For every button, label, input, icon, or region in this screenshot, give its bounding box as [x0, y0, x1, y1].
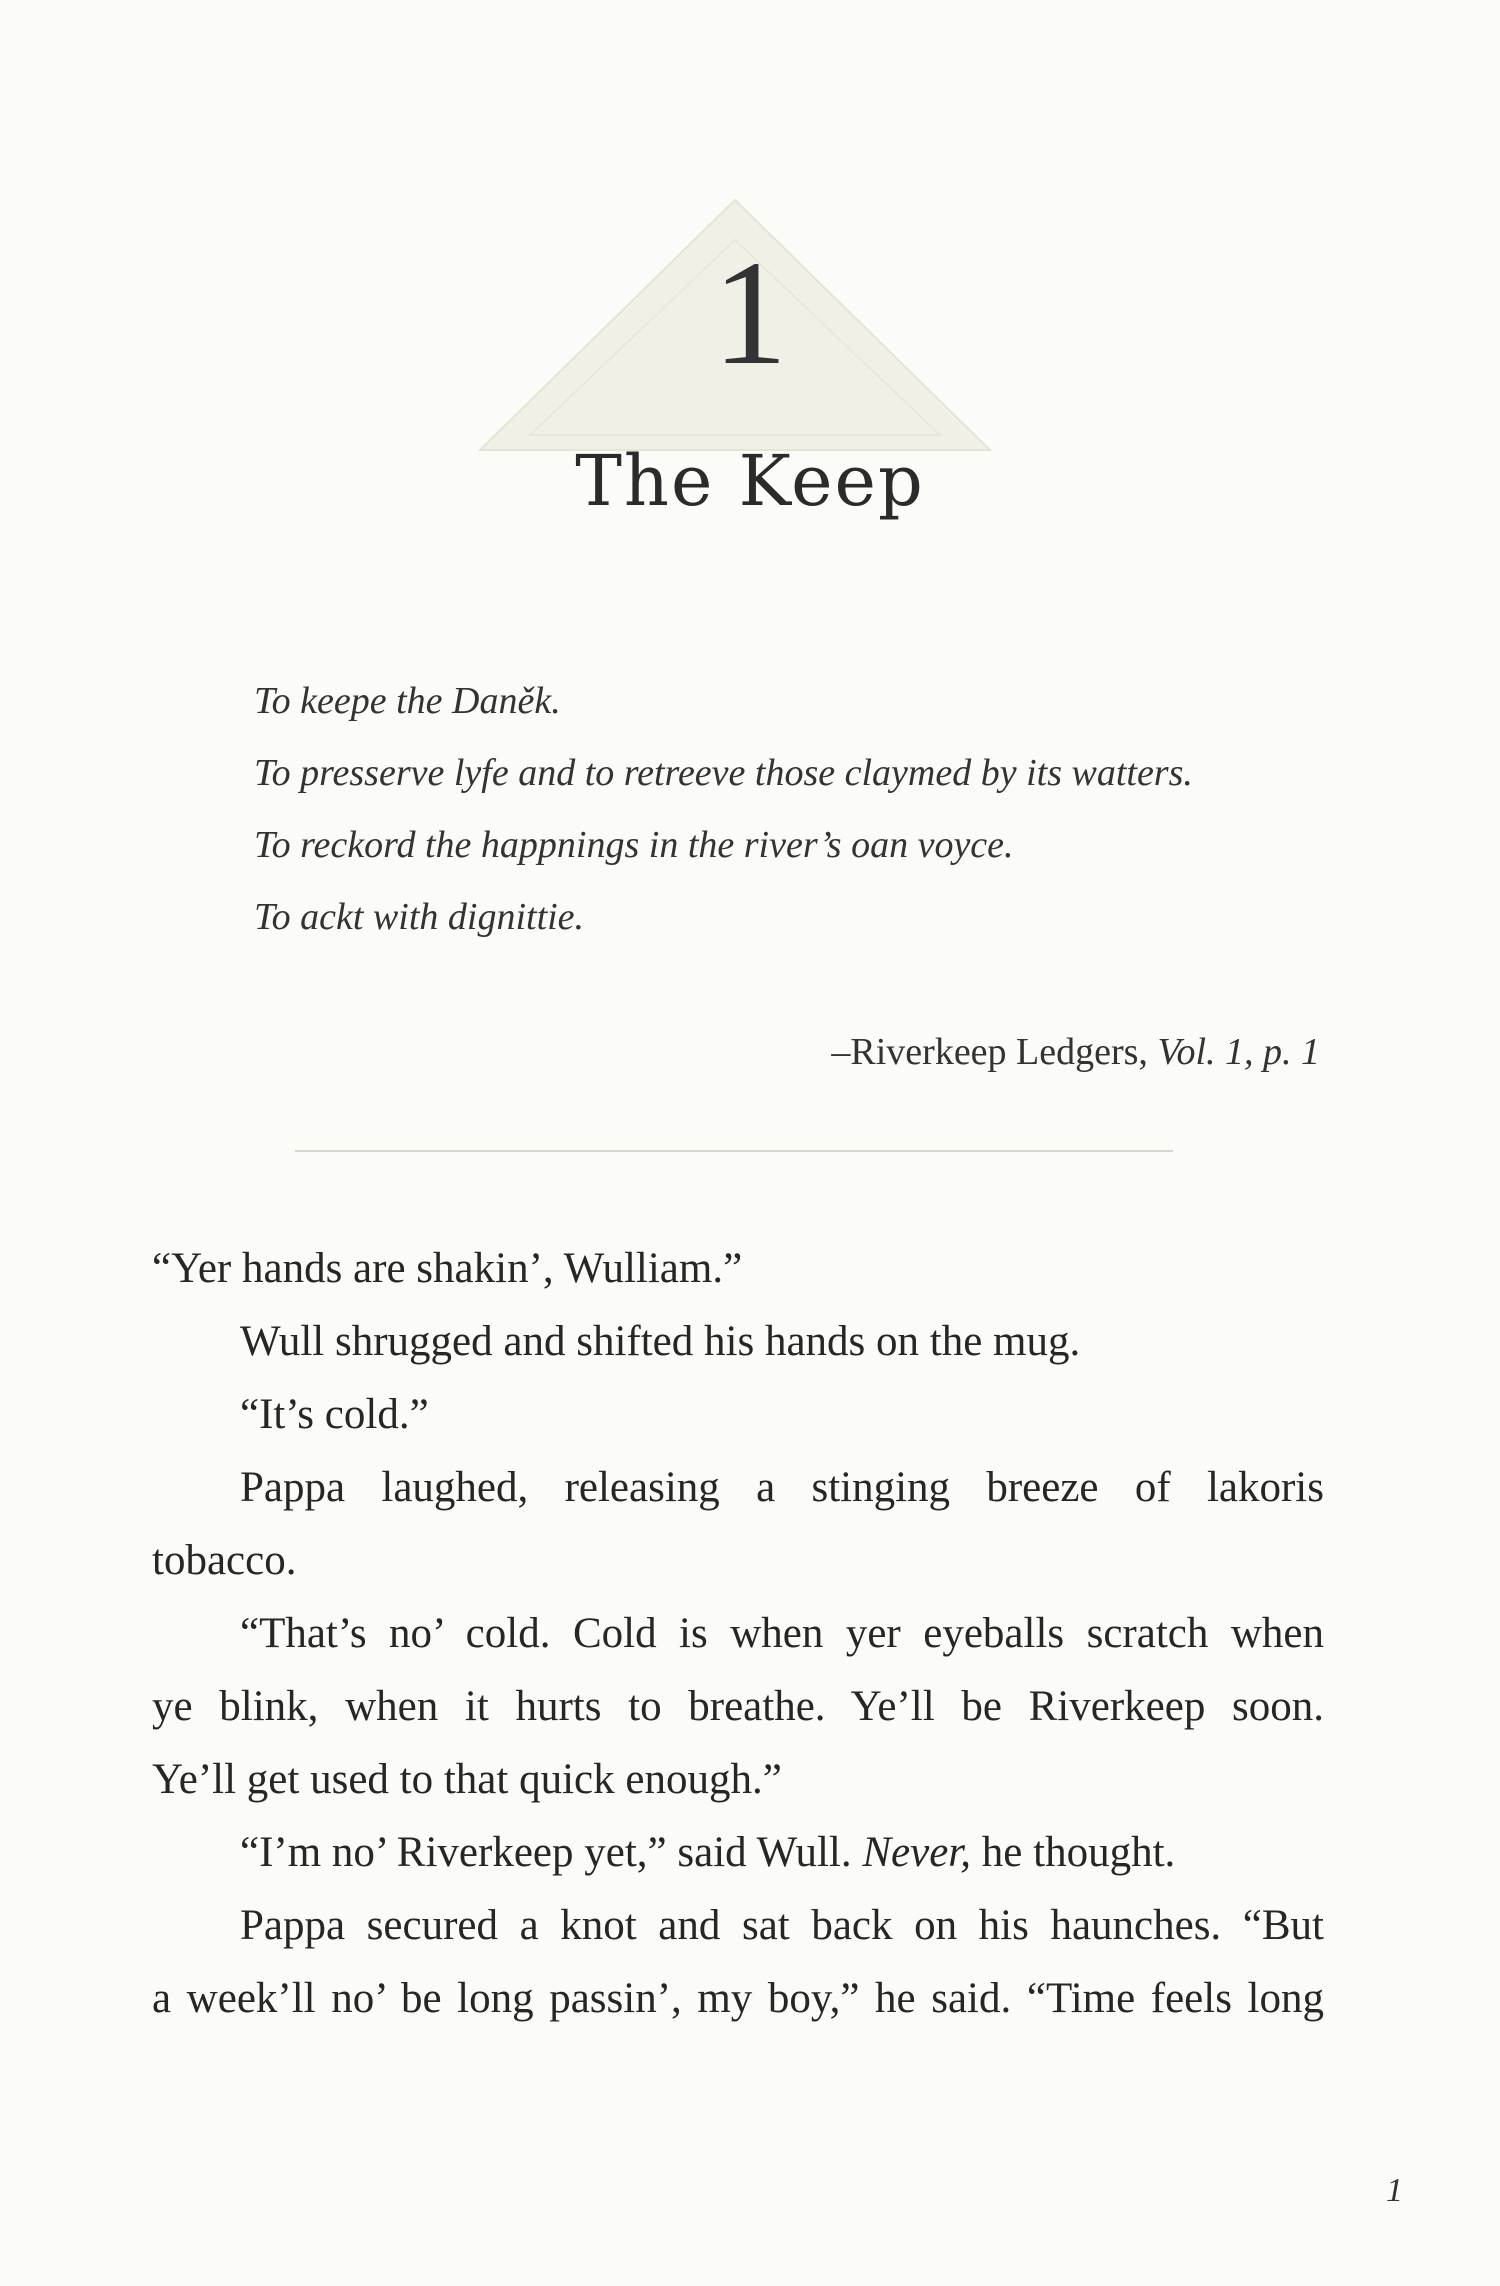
body-line: Ye’ll get used to that quick enough.” [152, 1756, 782, 1803]
body-text [152, 1232, 1324, 2035]
epigraph-attribution [831, 1030, 1320, 1074]
body-line: a week’ll no’ be long passin’, my boy,” he said. “Time feels long [152, 1975, 1324, 2022]
chapter-title: The Keep [575, 440, 925, 522]
body-line [152, 1816, 1324, 1889]
epigraph-line: To presserve lyfe and to retreeve those claymed by its watters. [254, 752, 1193, 794]
epigraph-line: To reckord the happnings in the river’s oan voyce. [254, 824, 1014, 866]
body-line: tobacco. [152, 1537, 297, 1584]
body-line: “It’s cold.” [240, 1391, 429, 1438]
body-line: Pappa secured a knot and sat back on his haunches. “But [240, 1902, 1324, 1949]
epigraph-line: To keepe the Daněk. [254, 680, 561, 722]
epigraph [254, 665, 1354, 953]
dialogue-text: “I’m no’ Riverkeep yet,” said Wull. [240, 1829, 863, 1876]
body-line: “Yer hands are shakin’, Wulliam.” [152, 1245, 743, 1292]
chapter-number: 1 [712, 230, 788, 396]
body-line: Wull shrugged and shifted his hands on the mug. [240, 1318, 1081, 1365]
page-number: 1 [1386, 2172, 1403, 2209]
epigraph-line: To ackt with dignittie. [254, 896, 585, 938]
body-line: Pappa laughed, releasing a stinging breeze of lakoris [240, 1464, 1324, 1511]
attribution-prefix: –Riverkeep Ledgers, [831, 1031, 1158, 1073]
attribution-source: Vol. 1, p. 1 [1157, 1031, 1320, 1073]
body-line: ye blink, when it hurts to breathe. Ye’ll be Riverkeep soon. [152, 1683, 1324, 1730]
section-divider [295, 1150, 1173, 1152]
emphasis-text: Never, [862, 1829, 972, 1876]
body-line: “That’s no’ cold. Cold is when yer eyeballs scratch when [240, 1610, 1324, 1657]
narration-text: he thought. [971, 1829, 1176, 1876]
